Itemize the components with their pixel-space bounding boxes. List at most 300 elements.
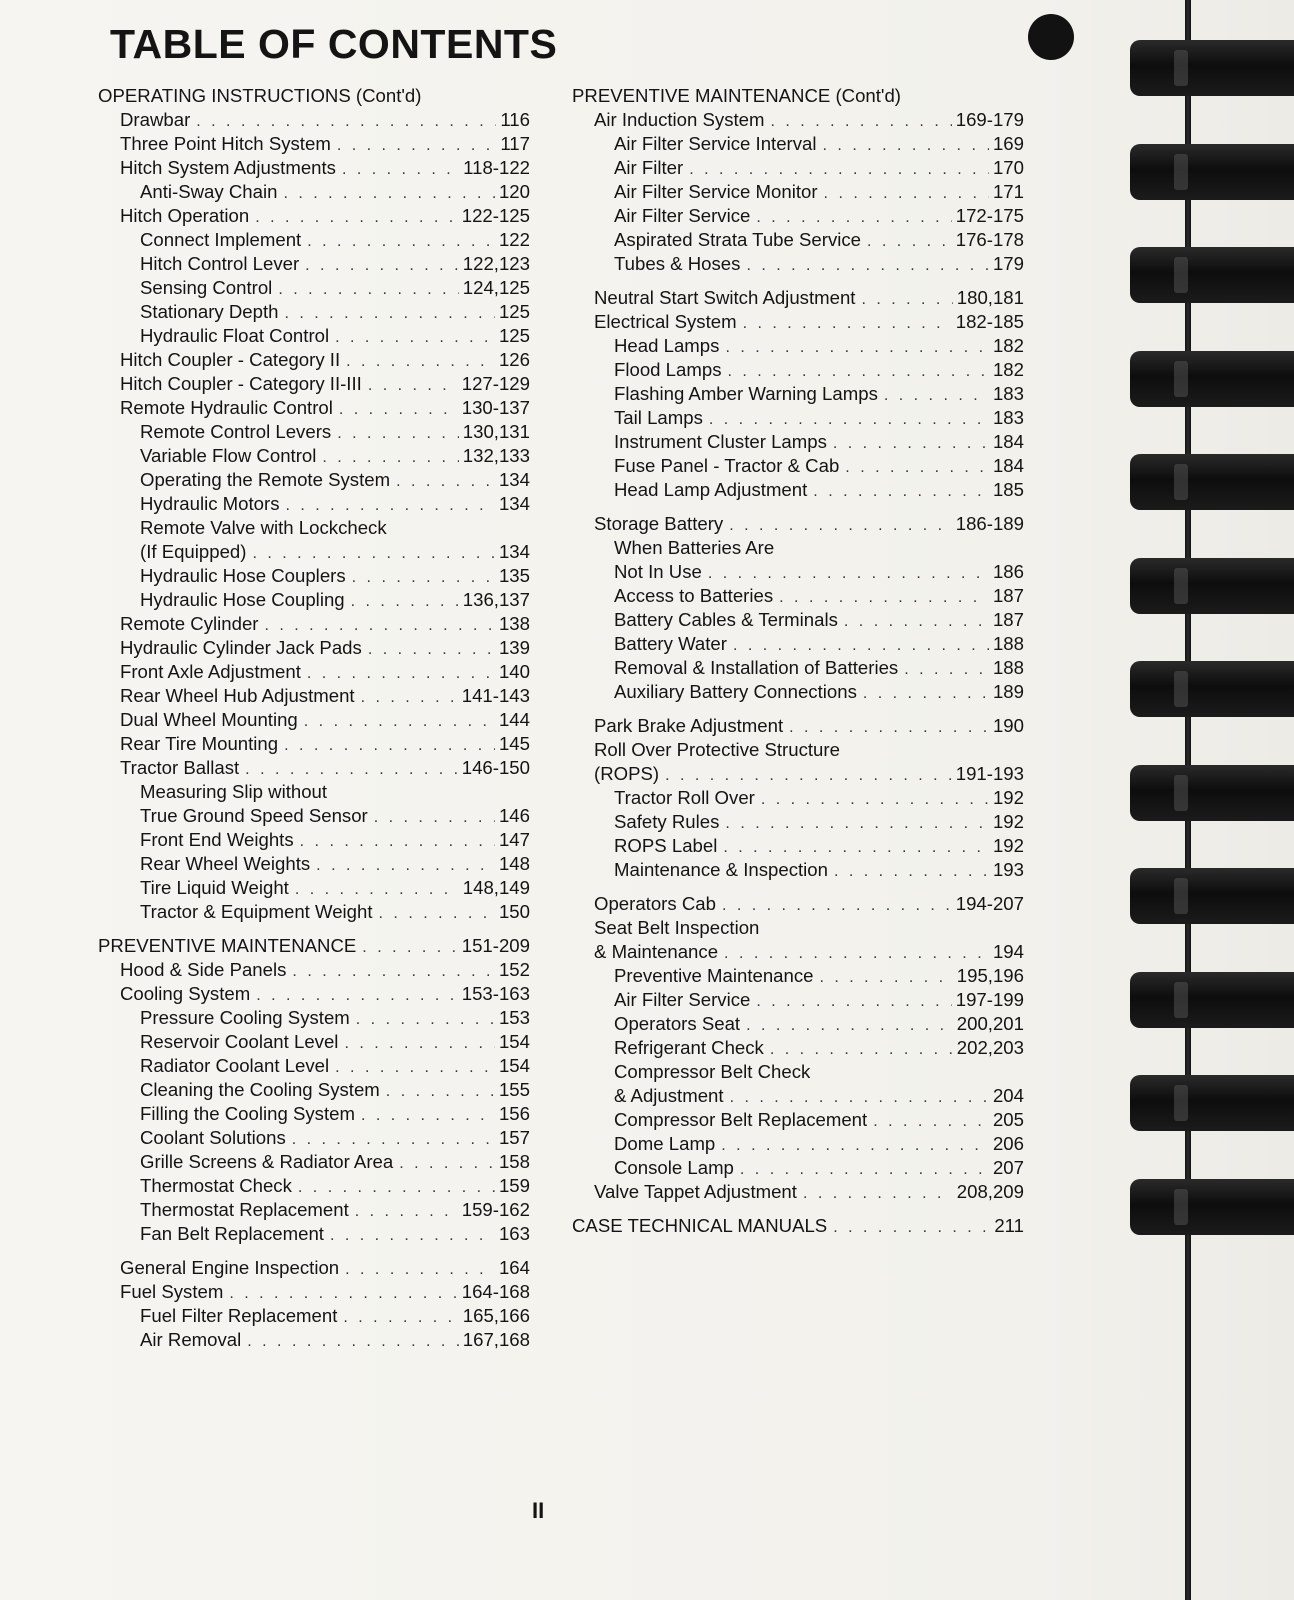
toc-entry-page: 134 — [498, 541, 530, 562]
dot-leader — [337, 424, 459, 444]
toc-entry[interactable] — [98, 660, 530, 684]
dot-leader — [368, 640, 495, 660]
binding-ring — [1130, 351, 1294, 407]
toc-entry[interactable] — [98, 396, 530, 420]
toc-entry[interactable] — [98, 180, 530, 204]
toc-entry-label: Fuel Filter Replacement — [140, 1305, 338, 1326]
dot-leader — [286, 496, 495, 516]
dot-leader — [247, 1332, 459, 1352]
toc-entry-page: 159-162 — [461, 1199, 530, 1220]
dot-leader — [245, 760, 458, 780]
toc-entry-label: Maintenance & Inspection — [614, 859, 828, 880]
toc-entry-page: 171 — [992, 181, 1024, 202]
toc-entry-label: Battery Water — [614, 633, 727, 654]
dot-leader — [361, 688, 458, 708]
toc-entry-page: 148,149 — [462, 877, 530, 898]
toc-entry[interactable] — [572, 988, 1024, 1012]
binding-ring — [1130, 144, 1294, 200]
dot-leader — [729, 516, 952, 536]
dot-leader — [863, 684, 989, 704]
toc-entry[interactable] — [98, 1126, 530, 1150]
toc-entry[interactable] — [98, 1304, 530, 1328]
toc-entry[interactable] — [98, 228, 530, 252]
toc-entry[interactable] — [98, 324, 530, 348]
dot-leader — [351, 592, 459, 612]
toc-entry[interactable] — [98, 876, 530, 900]
toc-entry-label: Pressure Cooling System — [140, 1007, 350, 1028]
dot-leader — [362, 938, 457, 958]
dot-leader — [399, 1154, 495, 1174]
toc-entry[interactable] — [572, 680, 1024, 704]
toc-entry[interactable] — [572, 892, 1024, 916]
toc-entry-label: Operating the Remote System — [140, 469, 391, 490]
toc-entry-page: 136,137 — [462, 589, 530, 610]
dot-leader — [307, 664, 495, 684]
toc-entry-page: 188 — [992, 657, 1024, 678]
toc-entry[interactable] — [98, 636, 530, 660]
toc-entry-page: 190 — [992, 715, 1024, 736]
toc-entry[interactable] — [98, 372, 530, 396]
dot-leader — [665, 766, 952, 786]
dot-leader — [255, 208, 458, 228]
toc-entry[interactable] — [572, 1214, 1024, 1238]
toc-entry-page: 154 — [498, 1055, 530, 1076]
dot-leader — [833, 1218, 990, 1238]
toc-entry[interactable] — [98, 444, 530, 468]
toc-entry-page: 183 — [992, 383, 1024, 404]
toc-entry-page: 139 — [498, 637, 530, 658]
toc-entry-label: Seat Belt Inspection — [594, 917, 760, 938]
toc-entry-label: Filling the Cooling System — [140, 1103, 355, 1124]
dot-leader — [761, 790, 989, 810]
toc-entry[interactable] — [572, 762, 1024, 786]
binding-ring — [1130, 40, 1294, 96]
toc-entry[interactable] — [572, 1108, 1024, 1132]
toc-entry[interactable] — [98, 108, 530, 132]
toc-entry[interactable] — [572, 334, 1024, 358]
toc-entry[interactable] — [98, 468, 530, 492]
toc-entry-label: Fuse Panel - Tractor & Cab — [614, 455, 840, 476]
toc-entry[interactable] — [98, 132, 530, 156]
toc-entry-page: 122-125 — [461, 205, 530, 226]
toc-entry[interactable] — [98, 348, 530, 372]
toc-entry-page: 179 — [992, 253, 1024, 274]
toc-entry-label: Dome Lamp — [614, 1133, 716, 1154]
toc-entry[interactable] — [98, 732, 530, 756]
dot-leader — [316, 856, 495, 876]
binding-ring — [1130, 661, 1294, 717]
toc-entry-page: 194-207 — [955, 893, 1024, 914]
toc-entry-label: Head Lamps — [614, 335, 720, 356]
toc-entry[interactable] — [98, 828, 530, 852]
dot-leader — [342, 160, 459, 180]
toc-entry[interactable] — [98, 958, 530, 982]
toc-entry-label: Grille Screens & Radiator Area — [140, 1151, 394, 1172]
dot-leader — [304, 712, 495, 732]
toc-entry-page: 186 — [992, 561, 1024, 582]
toc-entry-label: Dual Wheel Mounting — [120, 709, 298, 730]
toc-entry-label: Instrument Cluster Lamps — [614, 431, 827, 452]
dot-leader — [278, 280, 458, 300]
toc-entry[interactable] — [98, 756, 530, 780]
toc-entry[interactable] — [98, 156, 530, 180]
toc-entry-label: Park Brake Adjustment — [594, 715, 784, 736]
toc-entry[interactable] — [572, 810, 1024, 834]
toc-entry[interactable] — [572, 584, 1024, 608]
section-gap — [572, 1204, 1024, 1214]
toc-entry-page: 141-143 — [461, 685, 530, 706]
toc-entry-label: Not In Use — [614, 561, 702, 582]
toc-entry-label: Connect Implement — [140, 229, 302, 250]
toc-entry[interactable] — [572, 180, 1024, 204]
toc-entry-label: Auxiliary Battery Connections — [614, 681, 857, 702]
dot-leader — [386, 1082, 495, 1102]
section-gap — [572, 882, 1024, 892]
toc-entry-label: PREVENTIVE MAINTENANCE (Cont'd) — [572, 85, 902, 106]
toc-entry-page: 205 — [992, 1109, 1024, 1130]
toc-entry-label: Air Induction System — [594, 109, 765, 130]
toc-entry[interactable] — [98, 1054, 530, 1078]
toc-entry[interactable] — [98, 276, 530, 300]
toc-entry-page: 197-199 — [955, 989, 1024, 1010]
section-gap — [572, 276, 1024, 286]
toc-entry-label: Roll Over Protective Structure — [594, 739, 840, 760]
toc-entry-label: Operators Seat — [614, 1013, 741, 1034]
toc-entry[interactable] — [572, 286, 1024, 310]
dot-leader — [867, 232, 952, 252]
toc-entry-label: Safety Rules — [614, 811, 720, 832]
toc-entry-label: Tail Lamps — [614, 407, 703, 428]
toc-entry-label: Stationary Depth — [140, 301, 279, 322]
dot-leader — [335, 1058, 495, 1078]
toc-entry[interactable] — [98, 934, 530, 958]
toc-entry[interactable] — [572, 228, 1024, 252]
dot-leader — [723, 838, 989, 858]
toc-entry-label: Air Filter Service Interval — [614, 133, 817, 154]
binding-ring — [1130, 1075, 1294, 1131]
toc-entry-label: Drawbar — [120, 109, 191, 130]
toc-entry[interactable] — [572, 454, 1024, 478]
dot-leader — [861, 290, 952, 310]
toc-entry[interactable] — [98, 204, 530, 228]
toc-entry[interactable] — [572, 156, 1024, 180]
toc-entry[interactable] — [98, 612, 530, 636]
toc-entry-page: 138 — [498, 613, 530, 634]
toc-entry[interactable] — [572, 406, 1024, 430]
toc-entry[interactable] — [572, 1036, 1024, 1060]
toc-entry-label: Head Lamp Adjustment — [614, 479, 808, 500]
toc-entry-page: 180,181 — [956, 287, 1024, 308]
toc-entry[interactable] — [98, 1006, 530, 1030]
toc-entry[interactable] — [98, 1198, 530, 1222]
toc-entry[interactable] — [572, 560, 1024, 584]
toc-entry-label: True Ground Speed Sensor — [140, 805, 368, 826]
section-gap — [572, 502, 1024, 512]
toc-entry-page: 186-189 — [955, 513, 1024, 534]
toc-entry-label: Remote Control Levers — [140, 421, 332, 442]
dot-leader — [368, 376, 458, 396]
toc-entry-page: 176-178 — [955, 229, 1024, 250]
page-number: II — [532, 1498, 545, 1523]
toc-entry-page: 140 — [498, 661, 530, 682]
toc-entry-label: Air Filter Service — [614, 205, 751, 226]
binding-ring — [1130, 1179, 1294, 1235]
dot-leader — [379, 904, 495, 924]
dot-leader — [295, 880, 459, 900]
dot-leader — [722, 896, 952, 916]
dot-leader — [343, 1308, 458, 1328]
toc-entry-page: 188 — [992, 633, 1024, 654]
toc-entry-page: 200,201 — [956, 1013, 1024, 1034]
toc-entry[interactable] — [572, 310, 1024, 334]
toc-entry-page: 130-137 — [461, 397, 530, 418]
toc-entry-page: 169 — [992, 133, 1024, 154]
toc-entry[interactable] — [98, 1256, 530, 1280]
toc-entry[interactable] — [572, 252, 1024, 276]
toc-right-column — [572, 84, 1024, 1238]
dot-leader — [709, 410, 989, 430]
toc-entry-page: 146-150 — [461, 757, 530, 778]
toc-entry-page: 126 — [498, 349, 530, 370]
toc-entry[interactable] — [98, 1222, 530, 1246]
dot-leader — [819, 968, 952, 988]
toc-entry[interactable] — [572, 358, 1024, 382]
toc-entry[interactable] — [572, 84, 1024, 108]
toc-entry[interactable] — [572, 536, 1024, 560]
toc-entry[interactable] — [98, 1078, 530, 1102]
toc-entry-label: CASE TECHNICAL MANUALS — [572, 1215, 828, 1236]
toc-entry[interactable] — [572, 478, 1024, 502]
toc-entry-page: 127-129 — [461, 373, 530, 394]
dot-leader — [300, 832, 495, 852]
dot-leader — [284, 736, 495, 756]
toc-entry-page: 169-179 — [955, 109, 1024, 130]
dot-leader — [740, 1160, 989, 1180]
dot-leader — [708, 564, 989, 584]
toc-entry-label: Hydraulic Cylinder Jack Pads — [120, 637, 362, 658]
toc-entry-page: 156 — [498, 1103, 530, 1124]
toc-entry-page: 125 — [498, 325, 530, 346]
toc-entry[interactable] — [572, 738, 1024, 762]
toc-entry-page: 182-185 — [955, 311, 1024, 332]
toc-entry[interactable] — [572, 382, 1024, 406]
toc-entry-page: 125 — [498, 301, 530, 322]
toc-entry-label: Remote Hydraulic Control — [120, 397, 333, 418]
toc-entry[interactable] — [98, 982, 530, 1006]
toc-entry-page: 165,166 — [462, 1305, 530, 1326]
toc-entry-page: 163 — [498, 1223, 530, 1244]
toc-entry[interactable] — [98, 420, 530, 444]
toc-entry[interactable] — [572, 430, 1024, 454]
dot-leader — [396, 472, 495, 492]
toc-entry-label: Reservoir Coolant Level — [140, 1031, 339, 1052]
toc-entry[interactable] — [572, 940, 1024, 964]
toc-entry-label: Thermostat Replacement — [140, 1199, 349, 1220]
toc-entry-label: Flood Lamps — [614, 359, 722, 380]
toc-entry[interactable] — [572, 1060, 1024, 1084]
toc-entry[interactable] — [572, 714, 1024, 738]
toc-entry[interactable] — [572, 1012, 1024, 1036]
toc-entry-page: 135 — [498, 565, 530, 586]
toc-entry-page: 204 — [992, 1085, 1024, 1106]
toc-entry-page: 164 — [498, 1257, 530, 1278]
dot-leader — [264, 616, 494, 636]
toc-entry-page: 122 — [498, 229, 530, 250]
dot-leader — [873, 1112, 989, 1132]
dot-leader — [724, 944, 989, 964]
toc-entry[interactable] — [98, 780, 530, 804]
dot-leader — [833, 434, 989, 454]
toc-entry-label: Fan Belt Replacement — [140, 1223, 324, 1244]
toc-entry[interactable] — [572, 108, 1024, 132]
toc-entry-page: 192 — [992, 811, 1024, 832]
binding-ring — [1130, 972, 1294, 1028]
toc-entry-page: 157 — [498, 1127, 530, 1148]
toc-entry[interactable] — [98, 1030, 530, 1054]
dot-leader — [335, 328, 495, 348]
toc-entry-label: Front Axle Adjustment — [120, 661, 301, 682]
toc-entry[interactable] — [98, 804, 530, 828]
toc-entry-label: Tire Liquid Weight — [140, 877, 289, 898]
toc-entry[interactable] — [572, 132, 1024, 156]
toc-entry-page: 184 — [992, 431, 1024, 452]
dot-leader — [337, 136, 497, 156]
toc-left-column — [98, 84, 530, 1352]
toc-entry[interactable] — [98, 1328, 530, 1352]
toc-entry[interactable] — [98, 1280, 530, 1304]
dot-leader — [229, 1284, 457, 1304]
toc-entry[interactable] — [572, 608, 1024, 632]
toc-entry-page: 134 — [498, 493, 530, 514]
toc-entry[interactable] — [572, 786, 1024, 810]
toc-entry-label: Coolant Solutions — [140, 1127, 286, 1148]
toc-entry[interactable] — [572, 632, 1024, 656]
toc-entry[interactable] — [98, 900, 530, 924]
dot-leader — [746, 1016, 953, 1036]
dot-leader — [824, 184, 989, 204]
toc-entry-label: Cooling System — [120, 983, 251, 1004]
section-gap — [572, 704, 1024, 714]
toc-entry-page: 145 — [498, 733, 530, 754]
toc-entry-label: Hitch Control Lever — [140, 253, 300, 274]
toc-entry-page: 192 — [992, 835, 1024, 856]
toc-entry-page: 191-193 — [955, 763, 1024, 784]
dot-leader — [823, 136, 989, 156]
toc-entry[interactable] — [98, 1150, 530, 1174]
dot-leader — [252, 544, 495, 564]
toc-entry-page: 130,131 — [462, 421, 530, 442]
toc-entry[interactable] — [98, 588, 530, 612]
toc-entry[interactable] — [98, 1174, 530, 1198]
toc-entry-label: Electrical System — [594, 311, 737, 332]
toc-entry[interactable] — [98, 252, 530, 276]
binding-ring — [1130, 454, 1294, 510]
toc-entry[interactable] — [572, 1132, 1024, 1156]
toc-entry-label: Fuel System — [120, 1281, 224, 1302]
toc-entry-page: 150 — [498, 901, 530, 922]
toc-entry-label: Removal & Installation of Batteries — [614, 657, 899, 678]
toc-entry[interactable] — [572, 656, 1024, 680]
toc-entry[interactable] — [572, 834, 1024, 858]
toc-entry[interactable] — [572, 916, 1024, 940]
toc-entry-label: Thermostat Check — [140, 1175, 292, 1196]
dot-leader — [305, 256, 459, 276]
punch-hole — [1028, 14, 1074, 60]
toc-entry-label: (ROPS) — [594, 763, 660, 784]
toc-entry-page: 122,123 — [462, 253, 530, 274]
toc-entry-page: 207 — [992, 1157, 1024, 1178]
toc-entry[interactable] — [572, 512, 1024, 536]
toc-entry[interactable] — [98, 708, 530, 732]
toc-entry[interactable] — [572, 1084, 1024, 1108]
toc-entry[interactable] — [98, 684, 530, 708]
toc-entry[interactable] — [572, 964, 1024, 988]
toc-entry-label: Remote Cylinder — [120, 613, 259, 634]
dot-leader — [345, 1260, 495, 1280]
toc-entry-label: Compressor Belt Check — [614, 1061, 811, 1082]
toc-entry-label: Tractor Roll Over — [614, 787, 755, 808]
dot-leader — [834, 862, 989, 882]
dot-leader — [725, 338, 989, 358]
toc-entry-page: 194 — [992, 941, 1024, 962]
toc-entry-label: & Adjustment — [614, 1085, 724, 1106]
toc-entry[interactable] — [98, 516, 530, 540]
toc-entry-label: Hood & Side Panels — [120, 959, 287, 980]
dot-leader — [374, 808, 495, 828]
toc-entry[interactable] — [572, 204, 1024, 228]
toc-entry[interactable] — [98, 564, 530, 588]
toc-entry[interactable] — [98, 540, 530, 564]
dot-leader — [283, 184, 495, 204]
toc-entry[interactable] — [98, 1102, 530, 1126]
toc-entry-label: Flashing Amber Warning Lamps — [614, 383, 878, 404]
toc-entry-page: 185 — [992, 479, 1024, 500]
toc-entry[interactable] — [98, 300, 530, 324]
dot-leader — [813, 482, 989, 502]
toc-entry-label: Access to Batteries — [614, 585, 774, 606]
toc-entry-label: Measuring Slip without — [140, 781, 328, 802]
dot-leader — [339, 400, 458, 420]
toc-entry-page: 195,196 — [956, 965, 1024, 986]
toc-entry[interactable] — [98, 84, 530, 108]
dot-leader — [904, 660, 989, 680]
dot-leader — [285, 304, 495, 324]
toc-entry-label: (If Equipped) — [140, 541, 247, 562]
dot-leader — [779, 588, 989, 608]
toc-entry-label: Anti-Sway Chain — [140, 181, 278, 202]
toc-entry-label: Tubes & Hoses — [614, 253, 741, 274]
toc-entry-label: Hitch System Adjustments — [120, 157, 336, 178]
toc-entry-page: 208,209 — [956, 1181, 1024, 1202]
toc-entry-page: 132,133 — [462, 445, 530, 466]
dot-leader — [803, 1184, 953, 1204]
toc-entry-page: 148 — [498, 853, 530, 874]
toc-entry[interactable] — [98, 852, 530, 876]
toc-entry[interactable] — [572, 1180, 1024, 1204]
toc-entry[interactable] — [572, 1156, 1024, 1180]
toc-entry[interactable] — [98, 492, 530, 516]
toc-entry-label: Refrigerant Check — [614, 1037, 764, 1058]
toc-entry-label: Tractor Ballast — [120, 757, 240, 778]
toc-entry-label: Air Removal — [140, 1329, 242, 1350]
dot-leader — [746, 256, 989, 276]
dot-leader — [844, 612, 989, 632]
dot-leader — [307, 232, 495, 252]
toc-entry-label: Air Filter Service Monitor — [614, 181, 818, 202]
toc-entry-page: 182 — [992, 335, 1024, 356]
toc-entry[interactable] — [572, 858, 1024, 882]
toc-entry-label: Air Filter — [614, 157, 684, 178]
